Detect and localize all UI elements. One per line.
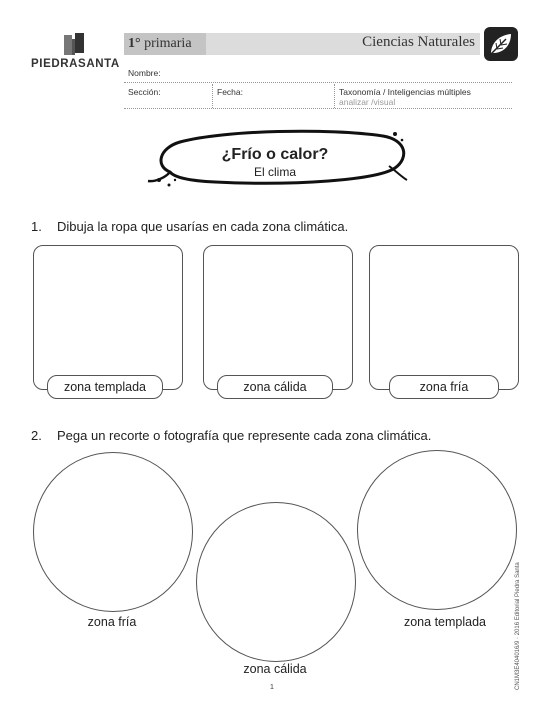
grade-label: 1° primaria bbox=[128, 36, 192, 51]
worksheet-subtitle: El clima bbox=[253, 165, 296, 179]
photo-circle-calida[interactable] bbox=[196, 502, 356, 662]
photo-circle-templada[interactable] bbox=[357, 450, 517, 610]
zone-label-fria: zona fría bbox=[389, 375, 499, 399]
taxonomy-values: analizar /visual bbox=[339, 97, 396, 107]
page-number: 1 bbox=[270, 684, 274, 691]
name-line bbox=[124, 82, 512, 83]
circle-label-fria: zona fría bbox=[87, 615, 137, 629]
question-2: 2. Pega un recorte o fotografía que represente cada zona climática. bbox=[31, 428, 432, 443]
name-label: Nombre: bbox=[128, 68, 161, 78]
section-label: Sección: bbox=[128, 87, 161, 97]
zone-label-templada: zona templada bbox=[47, 375, 163, 399]
drawing-box-templada[interactable] bbox=[33, 245, 183, 390]
question-1: 1. Dibuja la ropa que usarías en cada zona climática. bbox=[31, 219, 349, 234]
subject-title: Ciencias Naturales bbox=[362, 34, 475, 50]
brand-logo-text: PIEDRASANTA bbox=[31, 58, 120, 70]
section-line bbox=[124, 108, 512, 109]
header-divider bbox=[212, 84, 213, 108]
circle-label-templada: zona templada bbox=[403, 615, 486, 629]
circle-label-calida: zona cálida bbox=[243, 662, 307, 676]
date-label: Fecha: bbox=[217, 87, 243, 97]
drawing-box-calida[interactable] bbox=[203, 245, 353, 390]
photo-circle-fria[interactable] bbox=[33, 452, 193, 612]
book-logo-icon bbox=[64, 33, 84, 55]
leaf-icon bbox=[484, 27, 518, 61]
side-copyright: CN1M3E404016/9 · 2016 Editorial Piedra Santa bbox=[515, 562, 521, 690]
worksheet-title: ¿Frío o calor? bbox=[221, 146, 329, 163]
taxonomy-label: Taxonomía / Inteligencias múltiples bbox=[339, 87, 471, 97]
header-divider bbox=[334, 84, 335, 108]
zone-label-calida: zona cálida bbox=[217, 375, 333, 399]
drawing-box-fria[interactable] bbox=[369, 245, 519, 390]
